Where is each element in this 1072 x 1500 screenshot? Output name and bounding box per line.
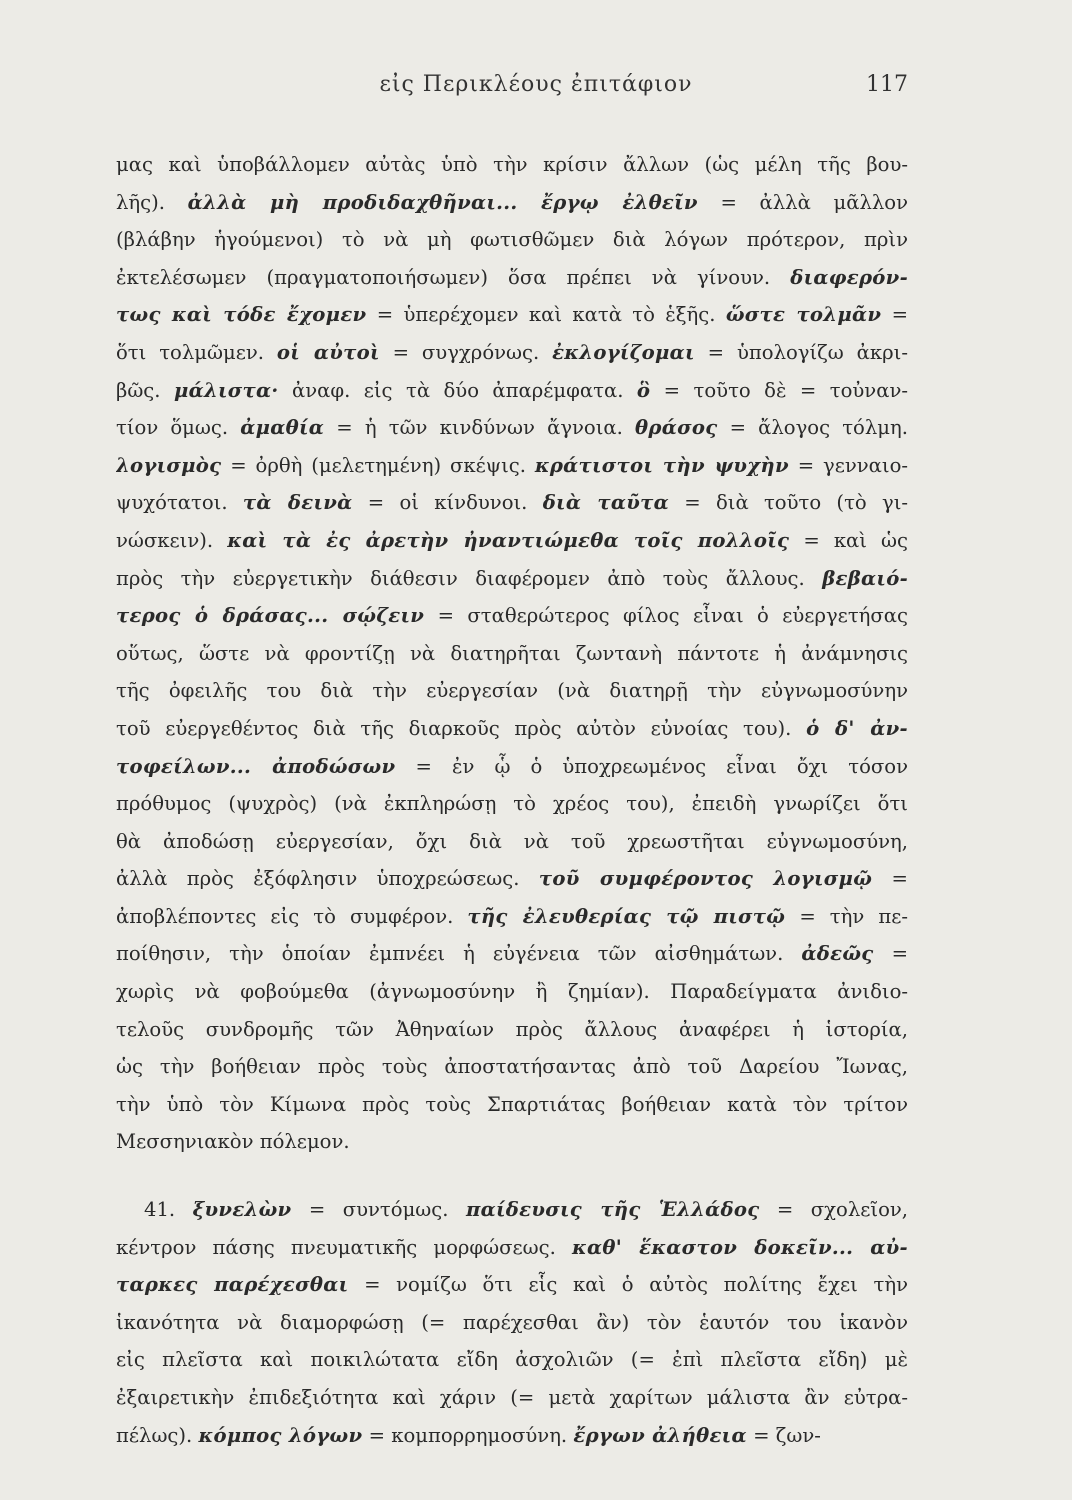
text-line bbox=[116, 785, 908, 823]
lemma: ἀμαθία bbox=[240, 416, 325, 440]
text-line bbox=[116, 1417, 908, 1455]
lemma: ἀδεῶς bbox=[801, 942, 874, 966]
gloss-text: = σχολεῖον, bbox=[759, 1198, 908, 1222]
lemma: τοφείλων... ἀποδώσων bbox=[116, 754, 396, 778]
gloss-text: τίον ὅμως. bbox=[116, 416, 241, 440]
lemma: διὰ ταῦτα bbox=[542, 491, 670, 515]
gloss-text: = καὶ ὡς bbox=[789, 528, 908, 552]
lemma: μάλιστα· bbox=[173, 378, 279, 402]
lemma: παίδευσις τῆς Ἑλλάδος bbox=[465, 1198, 760, 1222]
lemma: βεβαιό- bbox=[822, 566, 908, 590]
text-line bbox=[116, 334, 908, 372]
gloss-text: = κομπορρημοσύνη. bbox=[362, 1423, 574, 1447]
gloss-text: = ἄλογος τόλμη. bbox=[717, 416, 908, 440]
gloss-text: ἀλλὰ πρὸς ἐξόφλησιν ὑποχρεώσεως. bbox=[116, 867, 539, 891]
gloss-text: πρόθυμος (ψυχρὸς) (νὰ ἐκπληρώσῃ τὸ χρέος του), ἐπειδὴ γνωρίζει ὅτι bbox=[116, 792, 908, 816]
gloss-text: = ὑπολογίζω ἀκρι- bbox=[694, 340, 908, 364]
text-line bbox=[116, 635, 908, 673]
gloss-text: ὅτι τολμῶμεν. bbox=[116, 340, 277, 364]
gloss-text: = συγχρόνως. bbox=[379, 340, 553, 364]
gloss-text: 41. bbox=[144, 1198, 193, 1222]
gloss-text: πρὸς τὴν εὐεργετικὴν διάθεσιν διαφέρομεν ἀπὸ τοὺς ἄλλους. bbox=[116, 566, 823, 590]
text-line bbox=[116, 1086, 908, 1124]
lemma: ἀλλὰ μὴ προδιδαχθῆναι... ἔργῳ ἐλθεῖν bbox=[187, 190, 698, 214]
gloss-text: = τὴν πε- bbox=[785, 904, 908, 928]
gloss-text: = γενναιο- bbox=[788, 453, 908, 477]
text-line bbox=[116, 1304, 908, 1342]
lemma: κράτιστοι τὴν ψυχὴν bbox=[534, 453, 789, 477]
gloss-text: = ζων- bbox=[746, 1423, 821, 1447]
gloss-text: = νομίζω ὅτι εἷς καὶ ὁ αὐτὸς πολίτης ἔχει τὴν bbox=[348, 1273, 908, 1297]
gloss-text: πέλως). bbox=[116, 1423, 199, 1447]
text-line bbox=[116, 296, 908, 334]
text-line bbox=[116, 860, 908, 898]
text-line bbox=[116, 898, 908, 936]
gloss-text: νώσκειν). bbox=[116, 528, 228, 552]
commentary-text bbox=[116, 146, 908, 1454]
running-title: εἰς Περικλέους ἐπιτάφιον bbox=[379, 72, 693, 97]
gloss-text: ποίθησιν, τὴν ὁποίαν ἐμπνέει ἡ εὐγένεια τῶν αἰσθημάτων. bbox=[116, 942, 802, 966]
text-line bbox=[116, 672, 908, 710]
text-line bbox=[116, 597, 908, 635]
lemma: θράσος bbox=[635, 416, 718, 440]
gloss-text: ἐκτελέσωμεν (πραγματοποιήσωμεν) ὅσα πρέπει νὰ γίνουν. bbox=[116, 265, 791, 289]
text-line bbox=[116, 1123, 908, 1161]
gloss-text: ἀποβλέποντες εἰς τὸ συμφέρον. bbox=[116, 904, 468, 928]
gloss-text: = ὑπερέχομεν καὶ κατὰ τὸ ἑξῆς. bbox=[366, 303, 726, 327]
lemma: καὶ τὰ ἐς ἀρετὴν ἠναντιώμεθα τοῖς πολλοῖς bbox=[227, 528, 790, 552]
text-line bbox=[116, 935, 908, 973]
lemma: τως καὶ τόδε ἔχομεν bbox=[116, 303, 367, 327]
gloss-text: ἐξαιρετικὴν ἐπιδεξιότητα καὶ χάριν (= μετὰ χαρίτων μάλιστα ἂν εὐτρα- bbox=[116, 1386, 908, 1409]
gloss-text: = τοῦτο δὲ = τοὐναν- bbox=[650, 378, 908, 402]
text-line bbox=[116, 1266, 908, 1304]
gloss-text: λῆς). bbox=[116, 190, 188, 214]
lemma: τερος ὁ δράσας... σῴζειν bbox=[116, 604, 425, 628]
gloss-text: τοῦ εὐεργεθέντος διὰ τῆς διαρκοῦς πρὸς αὐτὸν εὐνοίας του). bbox=[116, 716, 807, 740]
lemma: τῆς ἐλευθερίας τῷ πιστῷ bbox=[467, 904, 786, 928]
gloss-text: θὰ ἀποδώσῃ εὐεργεσίαν, ὄχι διὰ νὰ τοῦ χρεωστῆται εὐγνωμοσύνη, bbox=[116, 829, 908, 853]
text-line bbox=[116, 748, 908, 786]
text-line bbox=[116, 710, 908, 748]
text-line bbox=[116, 522, 908, 560]
paragraph-gap bbox=[116, 1161, 908, 1191]
gloss-text: = bbox=[881, 303, 908, 327]
gloss-text: βῶς. bbox=[116, 378, 174, 402]
lemma: ἐκλογίζομαι bbox=[552, 340, 695, 364]
gloss-text: Μεσσηνιακὸν πόλεμον. bbox=[116, 1130, 350, 1154]
text-line bbox=[116, 259, 908, 297]
lemma: οἱ αὐτοὶ bbox=[276, 340, 380, 364]
text-line bbox=[116, 560, 908, 598]
lemma: ταρκες παρέχεσθαι bbox=[116, 1273, 349, 1297]
text-line bbox=[116, 221, 908, 259]
gloss-text: μας καὶ ὑποβάλλομεν αὐτὰς ὑπὸ τὴν κρίσιν ἄλλων (ὡς μέλη τῆς βου- bbox=[116, 153, 908, 176]
gloss-text: ἱκανότητα νὰ διαμορφώσῃ (= παρέχεσθαι ἂν) τὸν ἑαυτόν του ἱκανὸν bbox=[116, 1310, 908, 1334]
lemma: ἔργων ἀλήθεια bbox=[573, 1423, 747, 1447]
text-line bbox=[116, 1379, 908, 1417]
gloss-text: εἰς πλεῖστα καὶ ποικιλώτατα εἴδη ἀσχολιῶν (= ἐπὶ πλεῖστα εἴδη) μὲ bbox=[116, 1348, 908, 1372]
text-line bbox=[116, 372, 908, 410]
lemma: τὰ δεινὰ bbox=[242, 491, 353, 515]
gloss-text: τὴν ὑπὸ τὸν Κίμωνα πρὸς τοὺς Σπαρτιάτας βοήθειαν κατὰ τὸν τρίτον bbox=[116, 1092, 908, 1116]
gloss-text: ἀναφ. εἰς τὰ δύο ἀπαρέμφατα. bbox=[278, 378, 637, 402]
gloss-text: οὕτως, ὥστε νὰ φροντίζῃ νὰ διατηρῆται ζωντανὴ πάντοτε ἡ ἀνάμνησις bbox=[116, 641, 908, 665]
text-line bbox=[116, 146, 908, 184]
lemma: καθ' ἕκαστον δοκεῖν... αὐ- bbox=[572, 1235, 908, 1259]
lemma: ὃ bbox=[636, 378, 651, 402]
text-line bbox=[116, 1011, 908, 1049]
gloss-text: = bbox=[872, 867, 908, 891]
page-number: 117 bbox=[866, 72, 908, 97]
gloss-text: ὡς τὴν βοήθειαν πρὸς τοὺς ἀποστατήσαντας ἀπὸ τοῦ Δαρείου Ἴωνας, bbox=[116, 1055, 908, 1079]
lemma: ξυνελὼν bbox=[192, 1198, 292, 1222]
gloss-text: χωρὶς νὰ φοβούμεθα (ἀγνωμοσύνην ἢ ζημίαν). Παραδείγματα ἀνιδιο- bbox=[116, 980, 908, 1004]
gloss-text: = σταθερώτερος φίλος εἶναι ὁ εὐεργετήσας bbox=[424, 604, 908, 628]
lemma: ὁ δ' ἀν- bbox=[806, 716, 908, 740]
text-line bbox=[116, 1341, 908, 1379]
text-line bbox=[116, 1191, 908, 1229]
gloss-text: = συντόμως. bbox=[291, 1198, 466, 1222]
text-line bbox=[116, 973, 908, 1011]
gloss-text: = ὀρθὴ (μελετημένη) σκέψις. bbox=[221, 453, 535, 477]
lemma: λογισμὸς bbox=[116, 453, 222, 477]
text-line bbox=[116, 409, 908, 447]
gloss-text: = διὰ τοῦτο (τὸ γι- bbox=[669, 491, 908, 515]
text-line bbox=[116, 484, 908, 522]
gloss-text: κέντρον πάσης πνευματικῆς μορφώσεως. bbox=[116, 1235, 573, 1259]
lemma: κόμπος λόγων bbox=[198, 1423, 363, 1447]
gloss-text: = οἱ κίνδυνοι. bbox=[352, 491, 543, 515]
lemma: διαφερόν- bbox=[790, 265, 908, 289]
gloss-text: = ἐν ᾧ ὁ ὑποχρεωμένος εἶναι ὄχι τόσον bbox=[395, 754, 908, 778]
text-line bbox=[116, 823, 908, 861]
gloss-text: ψυχότατοι. bbox=[116, 491, 243, 515]
text-line bbox=[116, 447, 908, 485]
text-line bbox=[116, 184, 908, 222]
text-line bbox=[116, 1229, 908, 1267]
page-header bbox=[0, 72, 1072, 112]
gloss-text: τῆς ὀφειλῆς του διὰ τὴν εὐεργεσίαν (νὰ διατηρῇ τὴν εὐγνωμοσύνην bbox=[116, 679, 908, 703]
text-line bbox=[116, 1048, 908, 1086]
gloss-text: = ἡ τῶν κινδύνων ἄγνοια. bbox=[324, 416, 636, 440]
gloss-text: = ἀλλὰ μᾶλλον bbox=[697, 190, 908, 214]
lemma: τοῦ συμφέροντος λογισμῷ bbox=[538, 867, 873, 891]
gloss-text: τελοῦς συνδρομῆς τῶν Ἀθηναίων πρὸς ἄλλους ἀναφέρει ἡ ἱστορία, bbox=[116, 1017, 908, 1041]
lemma: ὥστε τολμᾶν bbox=[725, 303, 882, 327]
gloss-text: (βλάβην ἡγούμενοι) τὸ νὰ μὴ φωτισθῶμεν διὰ λόγων πρότερον, πρὶν bbox=[116, 228, 908, 252]
gloss-text: = bbox=[873, 942, 908, 966]
